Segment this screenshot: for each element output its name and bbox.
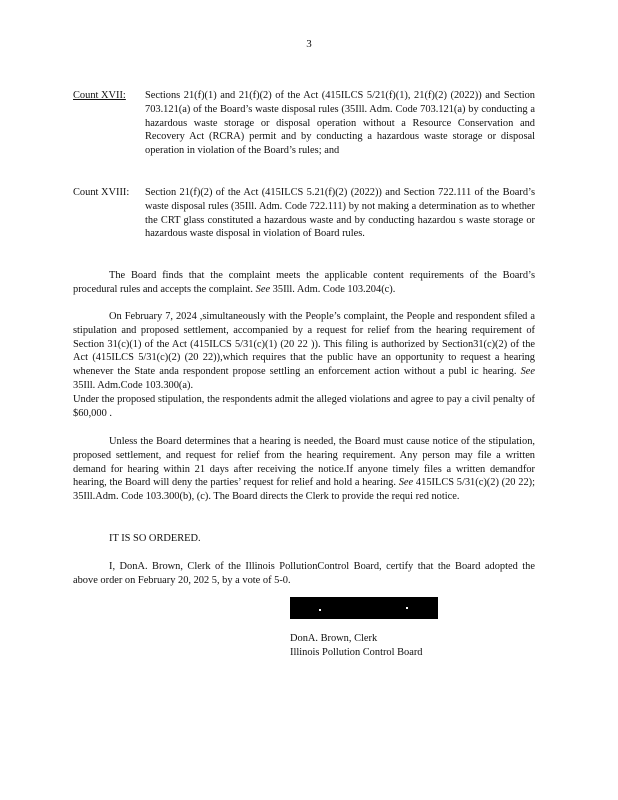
stipulation-paragraph	[73, 310, 535, 420]
penalty-text: Under the proposed stipulation, the respondents admit the alleged violations and agree to pay a civil penalty of $60,000 .	[73, 393, 535, 419]
signature-block	[290, 632, 423, 660]
count-xvii	[73, 89, 535, 158]
notice-paragraph	[73, 435, 535, 504]
paragraph-text: On February 7, 2024 ,simultaneously with the People’s complaint, the People and respondent sfiled a stipulation and proposed settlement, accompanied by a request for relief from the hearing requirement of Section 31(c)(1) of the Act (415ILCS 5/31(c)(1) (20 22 )). This filing is authorized by Section31(c)(2) of the Act (415ILCS 5/31(c)(2) (20 22)),which requires that the public have an opportunity to request a hearing whenever the State anda respondent propose settling an enforcement action without a publ ic hearing.	[73, 311, 535, 378]
paragraph-text: I, DonA. Brown, Clerk of the Illinois PollutionControl Board, certify that the Board adopted the above order on February 20, 202 5, by a vote of 5-0.	[73, 561, 535, 586]
certification-paragraph	[73, 560, 535, 588]
page-number: 3	[306, 38, 312, 50]
citation-text: 415ILCS 5/31(c)(2) (20 22); 35Ill.Adm. Code 103.300(b), (c). The Board directs the Clerk to provide the requi red notice.	[73, 477, 535, 503]
order-statement: IT IS SO ORDERED.	[109, 533, 201, 544]
findings-paragraph	[73, 269, 535, 297]
see-citation: See	[255, 283, 271, 295]
citation-text: 35Ill. Adm. Code 103.204(c).	[272, 283, 396, 295]
clerk-name: DonA. Brown, Clerk	[290, 633, 378, 644]
count-text: Section 21(f)(2) of the Act (415ILCS 5.21(f)(2) (2022)) and Section 722.111 of the Board’s waste disposal rules (35Ill. Adm. Code 722.111) by not making a determination as to whether the CRT glass constituted a hazardous waste and by conducting hazardou s waste storage or hazardous waste disposal in violation of Board rules.	[145, 187, 535, 240]
see-citation: See	[398, 477, 414, 489]
board-name: Illinois Pollution Control Board	[290, 647, 423, 658]
redacted-signature	[290, 597, 438, 619]
paragraph-text: Unless the Board determines that a hearing is needed, the Board must cause notice of the stipulation, proposed settlement, and request for relief from the hearing requirement. Any person may file a written demand for hearing within 21 days after receiving the notice.If anyone timely files a written demandfor hearing, the Board will deny the parties’ request for relief and hold a hearing.	[73, 436, 535, 489]
paragraph-text: The Board finds that the complaint meets the applicable content requirements of the Board’s procedural rules and accepts the complaint.	[73, 270, 535, 295]
count-label: Count XVII:	[73, 90, 126, 101]
count-text: Sections 21(f)(1) and 21(f)(2) of the Act (415ILCS 5/21(f)(1), 21(f)(2) (2022)) and Section 703.121(a) of the Board’s waste disposal rules (35Ill. Adm. Code 703.121(a) by conducting a hazardous waste storage or disposal operation without a Resource Conservation and Recovery Act (RCRA) permit and by conducting a hazardous waste storage or disposal operation in violation of the Board’s rules; and	[145, 90, 535, 157]
see-citation: See	[520, 366, 535, 378]
citation-text: 35Ill. Adm.Code 103.300(a).	[73, 379, 194, 391]
count-label: Count XVIII:	[73, 187, 130, 198]
count-xviii	[73, 186, 535, 241]
